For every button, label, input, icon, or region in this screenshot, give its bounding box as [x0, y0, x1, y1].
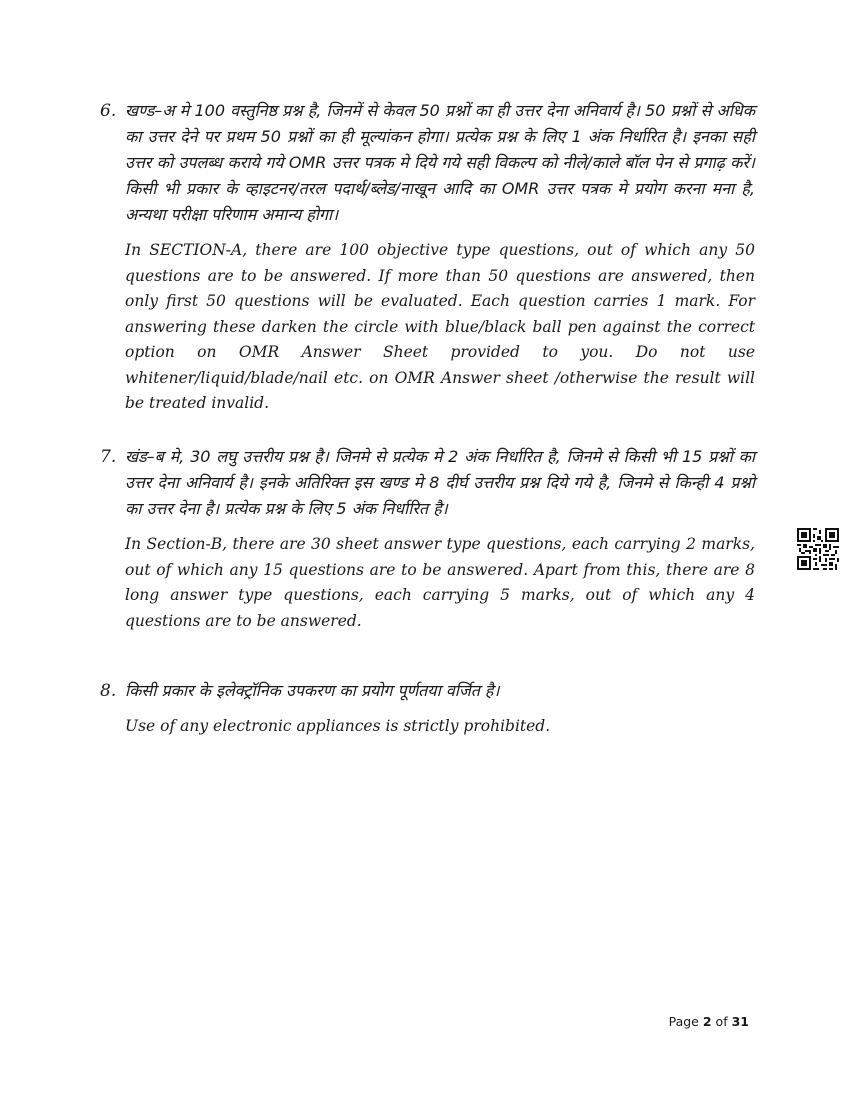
item-number: 7. — [100, 447, 117, 467]
instruction-item-7 — [100, 444, 755, 634]
page-number — [669, 1014, 749, 1029]
english-text: In Section-B, there are 30 sheet answer type questions, each carrying 2 marks, out of which any 15 questions are to be answered. Apart from this, there are 8 long answer type questions, each carrying 5 marks, out of which any 4 questions are to be answered. — [125, 535, 755, 630]
page-label: Page — [668, 1014, 699, 1029]
hindi-text: खण्ड–अ मे 100 वस्तुनिष्ठ प्रश्न है, जिनमें से केवल 50 प्रश्नों का ही उत्तर देना अनिवार्य है। 50 प्रश्नों से अधिक का उत्तर देने पर प्रथम 50 प्रश्नों का ही मूल्यांकन होगा। प्रत्येक प्रश्न के लिए 1 अंक निर्धारित है। इनका सही उत्तर को उपलब्ध कराये गये OMR उत्तर पत्रक मे दिये गये सही विकल्प को नीले/काले बॉल पेन से प्रगाढ़ करें। किसी भी प्रकार के व्हाइटनर/तरल पदार्थ/ब्लेड/नाखून आदि का OMR उत्तर पत्रक मे प्रयोग करना मना है, अन्यथा परीक्षा परिणाम अमान्य होगा। — [125, 101, 755, 224]
english-text: In SECTION-A, there are 100 objective type questions, out of which any 50 questions are to be answered. If more than 50 questions are answered, then only first 50 questions will be evaluated. Each question carries 1 mark. For answering these darken the circle with blue/black ball pen against the correct option on OMR Answer Sheet provided to you. Do not use whitener/liquid/blade/nail etc. on OMR Answer sheet /otherwise the result will be treated invalid. — [125, 241, 755, 412]
current-page: 2 — [702, 1014, 712, 1029]
qr-code-icon — [797, 528, 839, 570]
instruction-item-6 — [100, 98, 755, 417]
item-number: 8. — [100, 681, 117, 701]
hindi-text: खंड–ब मे, 30 लघु उत्तरीय प्रश्न है। जिनमे से प्रत्येक मे 2 अंक निर्धारित है, जिनमे से किसी भी 15 प्रश्नों का उत्तर देना अनिवार्य है। इनके अतिरिक्त इस खण्ड मे 8 दीर्घ उत्तरीय प्रश्न दिये गये है, जिनमे से किन्ही 4 प्रश्नो का उत्तर देना है। प्रत्येक प्रश्न के लिए 5 अंक निर्धारित है। — [125, 447, 755, 518]
english-text: Use of any electronic appliances is strictly prohibited. — [125, 717, 551, 735]
total-pages: 31 — [731, 1014, 749, 1029]
hindi-text: किसी प्रकार के इलेक्ट्रॉनिक उपकरण का प्रयोग पूर्णतया वर्जित है। — [125, 681, 500, 700]
instruction-item-8 — [100, 678, 755, 740]
of-label: of — [715, 1014, 728, 1029]
item-number: 6. — [100, 101, 117, 121]
